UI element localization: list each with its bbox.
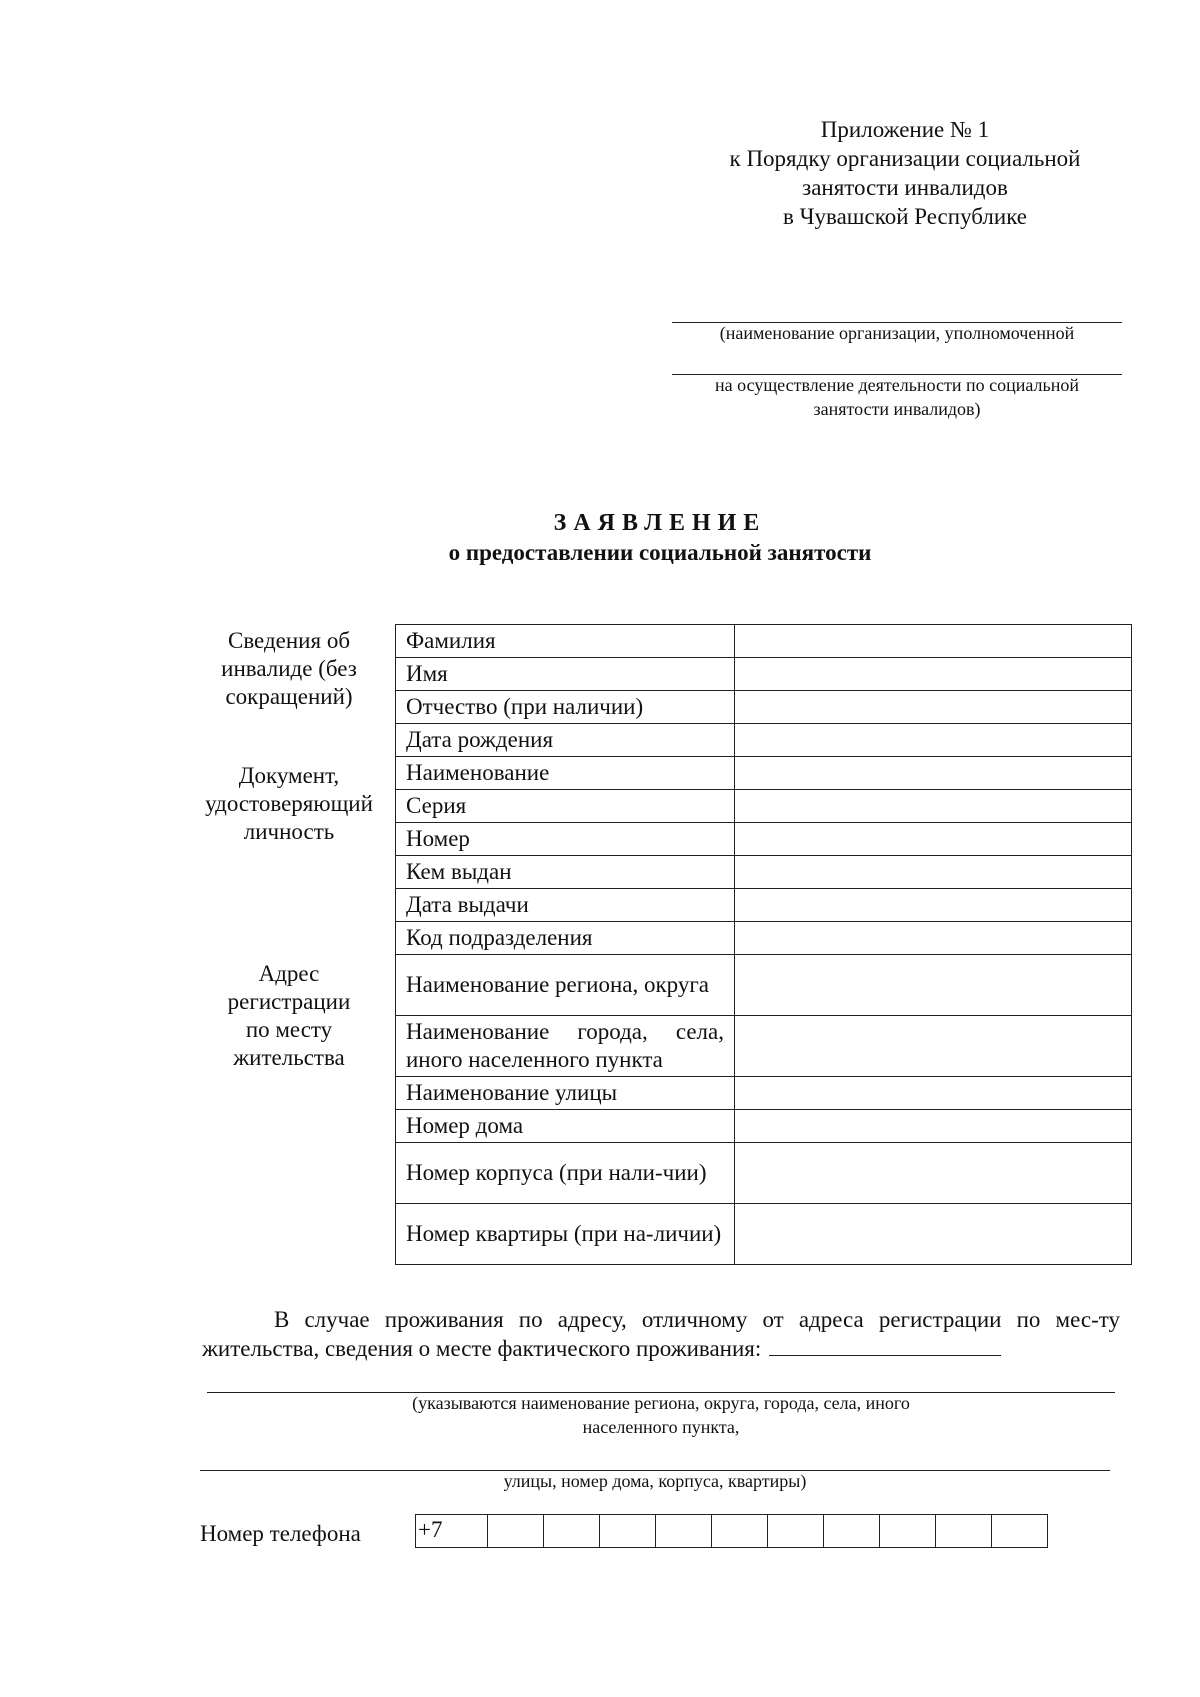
table-row — [396, 1110, 1132, 1143]
table-row — [396, 889, 1132, 922]
field-label: Номер корпуса (при нали-чии) — [396, 1143, 735, 1204]
table-row — [396, 955, 1132, 1016]
table-row — [396, 724, 1132, 757]
organization-caption-3: занятости инвалидов) — [813, 399, 981, 419]
phone-label: Номер телефона — [200, 1521, 361, 1546]
field-label: Дата рождения — [396, 724, 735, 757]
phone-digit-box[interactable] — [711, 1515, 767, 1547]
document-title — [300, 508, 1020, 568]
field-label: Имя — [396, 658, 735, 691]
field-label: Код подразделения — [396, 922, 735, 955]
phone-digit-box[interactable] — [487, 1515, 543, 1547]
group-document-line: Документ, — [238, 763, 340, 788]
field-label: Дата выдачи — [396, 889, 735, 922]
field-label: Наименование региона, округа — [396, 955, 735, 1016]
group-person-line: сокращений) — [225, 684, 353, 709]
field-label: Кем выдан — [396, 856, 735, 889]
phone-digit-box[interactable] — [599, 1515, 655, 1547]
group-label-document — [182, 762, 396, 846]
field-label: Наименование улицы — [396, 1077, 735, 1110]
field-value-apartment[interactable] — [735, 1204, 1132, 1265]
phone-digit-box[interactable] — [543, 1515, 599, 1547]
group-address-line: по месту — [245, 1017, 333, 1042]
residence-caption-3: улицы, номер дома, корпуса, квартиры) — [503, 1471, 807, 1491]
field-value-document-number[interactable] — [735, 823, 1132, 856]
phone-digit-box[interactable] — [879, 1515, 935, 1547]
appendix-line-1: Приложение № 1 — [820, 117, 990, 142]
field-value-department-code[interactable] — [735, 922, 1132, 955]
appendix-header — [690, 115, 1120, 231]
phone-number-field — [415, 1514, 1048, 1548]
phone-digit-box[interactable] — [991, 1515, 1047, 1547]
group-document-line: личность — [243, 819, 335, 844]
phone-digit-box[interactable] — [767, 1515, 823, 1547]
field-label: Номер — [396, 823, 735, 856]
field-value-name[interactable] — [735, 658, 1132, 691]
phone-digit-box[interactable] — [935, 1515, 991, 1547]
field-value-document-name[interactable] — [735, 757, 1132, 790]
group-person-line: инвалиде (без — [221, 656, 357, 681]
group-label-address — [182, 960, 396, 1072]
field-value-issue-date[interactable] — [735, 889, 1132, 922]
residence-caption-1: (указываются наименование региона, округа, города, села, иного — [412, 1393, 910, 1413]
field-value-document-series[interactable] — [735, 790, 1132, 823]
applicant-form-table — [395, 624, 1132, 1265]
field-value-street[interactable] — [735, 1077, 1132, 1110]
field-value-surname[interactable] — [735, 625, 1132, 658]
field-label: Наименование города, села, иного населенного пункта — [396, 1016, 735, 1077]
residence-input-line[interactable] — [769, 1337, 1001, 1356]
group-address-line: регистрации — [227, 989, 351, 1014]
table-row — [396, 1143, 1132, 1204]
field-value-issued-by[interactable] — [735, 856, 1132, 889]
title-subtitle: о предоставлении социальной занятости — [448, 540, 872, 565]
phone-digit-box[interactable] — [655, 1515, 711, 1547]
residence-paragraph — [202, 1305, 1120, 1363]
table-row — [396, 658, 1132, 691]
table-row — [396, 823, 1132, 856]
field-value-region[interactable] — [735, 955, 1132, 1016]
appendix-line-3: занятости инвалидов — [802, 175, 1008, 200]
field-label: Номер дома — [396, 1110, 735, 1143]
group-label-person — [182, 627, 396, 711]
organization-caption-1: (наименование организации, уполномоченной — [719, 323, 1075, 343]
table-row — [396, 790, 1132, 823]
field-label: Серия — [396, 790, 735, 823]
field-value-house[interactable] — [735, 1110, 1132, 1143]
table-row — [396, 625, 1132, 658]
table-row — [396, 757, 1132, 790]
table-row — [396, 691, 1132, 724]
phone-digit-box[interactable] — [823, 1515, 879, 1547]
table-row — [396, 1016, 1132, 1077]
field-value-birth-date[interactable] — [735, 724, 1132, 757]
group-address-line: жительства — [233, 1045, 345, 1070]
field-value-city[interactable] — [735, 1016, 1132, 1077]
field-label: Фамилия — [396, 625, 735, 658]
title-main: ЗАЯВЛЕНИЕ — [553, 510, 767, 536]
table-row — [396, 1077, 1132, 1110]
appendix-line-2: к Порядку организации социальной — [729, 146, 1081, 171]
residence-text: В случае проживания по адресу, отличному от адреса регистрации по мес-ту жительства, сведения о месте фактического проживания: — [202, 1307, 1120, 1361]
phone-prefix: +7 — [418, 1517, 443, 1542]
field-value-building[interactable] — [735, 1143, 1132, 1204]
table-row — [396, 922, 1132, 955]
group-address-line: Адрес — [258, 961, 320, 986]
field-label: Наименование — [396, 757, 735, 790]
appendix-line-4: в Чувашской Республике — [782, 204, 1027, 229]
field-label: Отчество (при наличии) — [396, 691, 735, 724]
organization-caption-2: на осуществление деятельности по социальной — [715, 375, 1079, 395]
group-person-line: Сведения об — [227, 628, 351, 653]
group-document-line: удостоверяющий — [205, 791, 373, 816]
field-value-patronymic[interactable] — [735, 691, 1132, 724]
table-row — [396, 856, 1132, 889]
table-row — [396, 1204, 1132, 1265]
residence-caption-2: населенного пункта, — [582, 1417, 740, 1437]
field-label: Номер квартиры (при на-личии) — [396, 1204, 735, 1265]
